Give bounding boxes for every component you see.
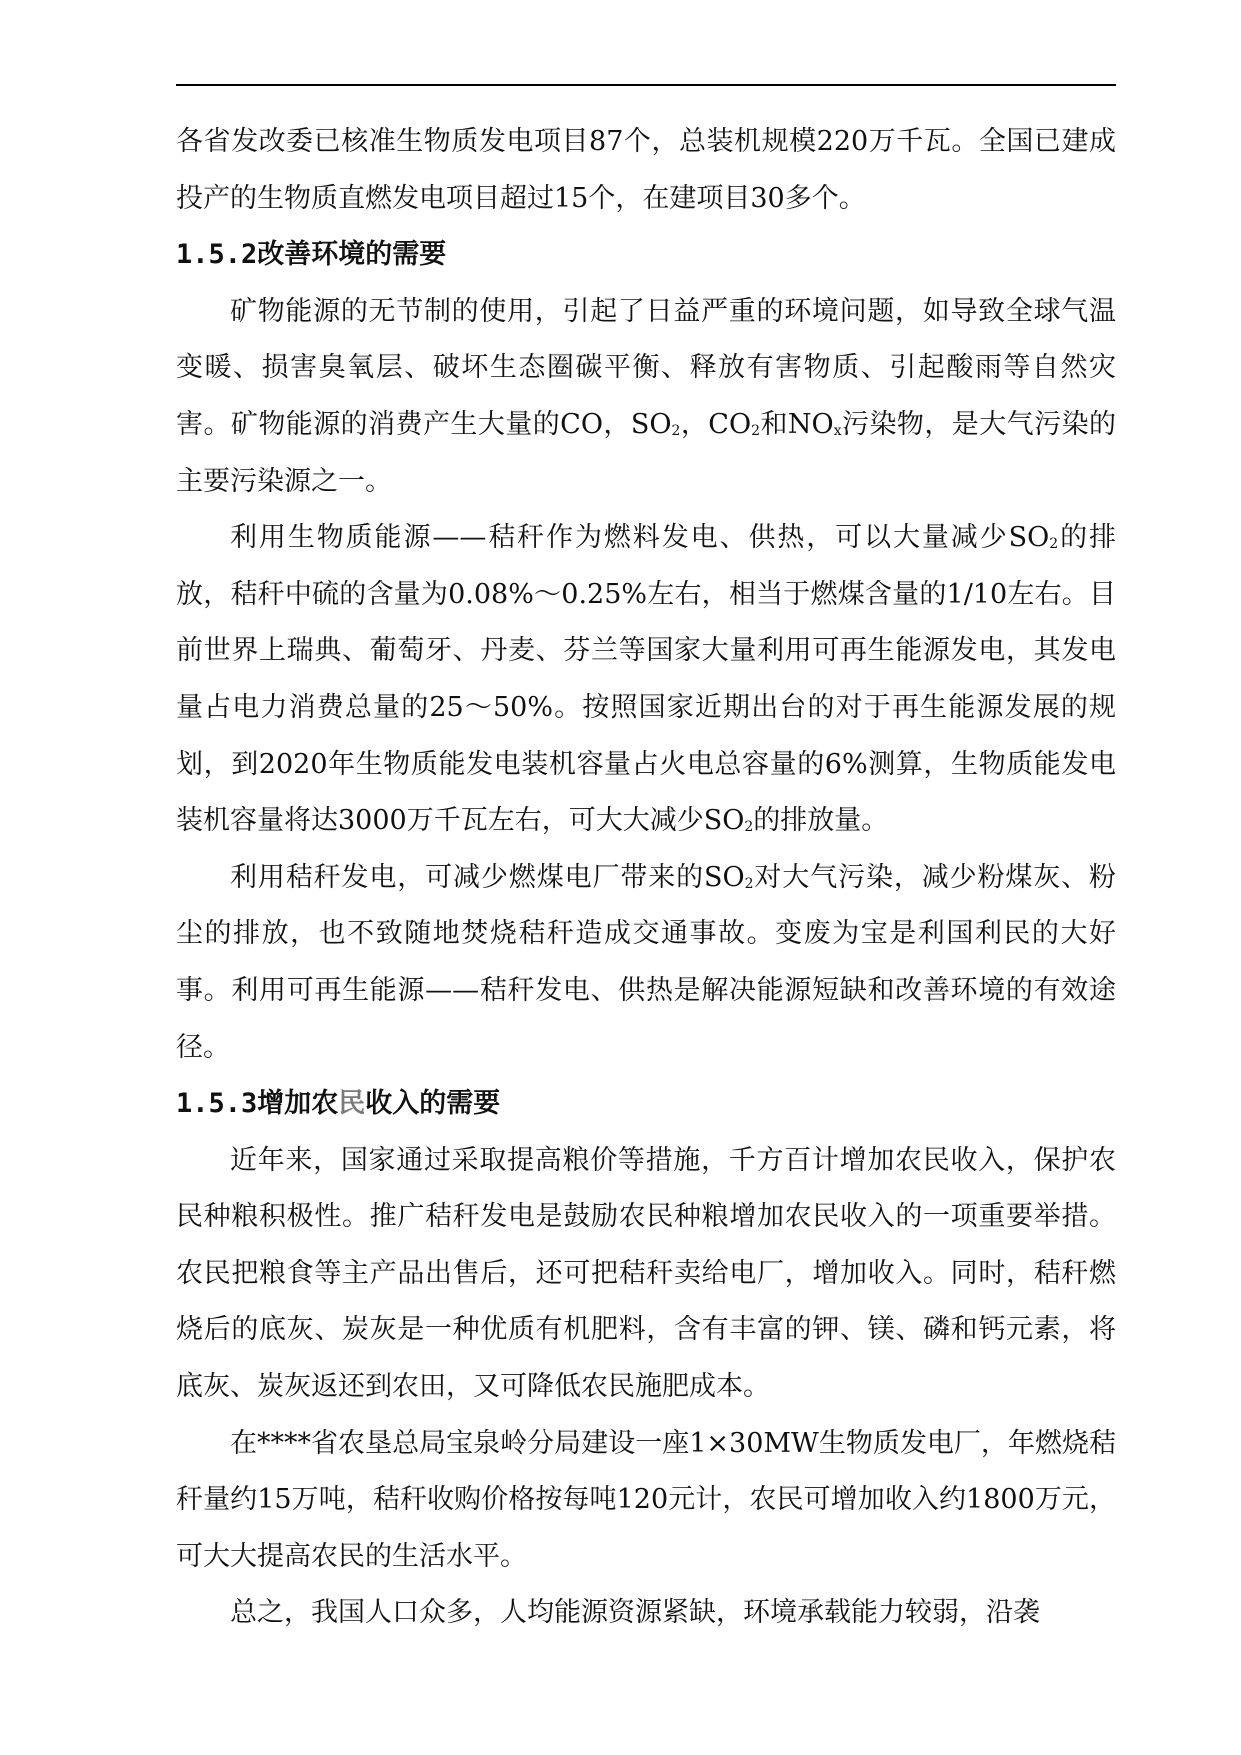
- subscript: 2: [744, 875, 754, 892]
- section-heading-1-5-3: [176, 1076, 1116, 1133]
- subscript: 2: [1049, 536, 1059, 553]
- document-body: [176, 114, 1116, 1642]
- text-run: 对大气污染，减少粉煤灰、粉尘的排放，也不致随地焚烧秸秆造成交通事故。变废为宝是利国利民的大好事。利用可再生能源——秸秆发电、供热是解决能源短缺和改善环境的有效途径。: [176, 861, 1117, 1063]
- text-run: 的排放，秸秆中硫的含量为0.08%～0.25%左右，相当于燃煤含量的1/10左右。目前世界上瑞典、葡萄牙、丹麦、芬兰等国家大量利用可再生能源发电，其发电量占电力消费总量的25～50%。按照国家近期出台的对于再生能源发展的规划，到2020年生物质能发电装机容量占火电总容量的6%测算，生物质能发电装机容量将达3000万千瓦左右，可大大减少SO: [176, 522, 1117, 837]
- text-run: 和NO: [760, 408, 834, 440]
- paragraph-farmer-income: 近年来，国家通过采取提高粮价等措施，千方百计增加农民收入，保护农民种粮积极性。推广秸秆发电是鼓励农民种粮增加农民收入的一项重要举措。农民把粮食等主产品出售后，还可把秸秆卖给电厂，增加收入。同时，秸秆燃烧后的底灰、炭灰是一种优质有机肥料，含有丰富的钾、镁、磷和钙元素，将底灰、炭灰返还到农田，又可降低农民施肥成本。: [176, 1144, 1116, 1403]
- section-title-part: 增加农: [257, 1088, 339, 1120]
- text-run: 利用秸秆发电，可减少燃煤电厂带来的SO: [230, 861, 745, 893]
- text-run: 矿物能源的无节制的使用，引起了日益严重的环境问题，如导致全球气温变暖、损害臭氧层、破坏生态圈碳平衡、释放有害物质、引起酸雨等自然灾害。矿物能源的消费产生大量的CO，SO: [176, 295, 1116, 440]
- section-title-part: 民: [338, 1088, 366, 1120]
- subscript: 2: [671, 422, 681, 439]
- section-number: 1.5.2: [176, 239, 258, 271]
- section-title: 改善环境的需要: [257, 239, 447, 271]
- subscript: x: [833, 422, 842, 439]
- section-number: 1.5.3: [176, 1088, 258, 1120]
- paragraph-power-plant: 在****省农垦总局宝泉岭分局建设一座1×30MW生物质发电厂，年燃烧秸秆量约15万吨，秸秆收购价格按每吨120元计，农民可增加收入约1800万元，可大大提高农民的生活水平。: [176, 1427, 1116, 1572]
- paragraph-mineral-energy: [176, 284, 1116, 510]
- section-heading-1-5-2: [176, 227, 1116, 284]
- subscript: 2: [744, 819, 754, 836]
- header-rule: [176, 84, 1116, 86]
- section-title-part: 收入的需要: [365, 1088, 501, 1120]
- text-run: 的排放量。: [753, 805, 889, 837]
- paragraph-project-stats: 各省发改委已核准生物质发电项目87个，总装机规模220万千瓦。全国已建成投产的生物质直燃发电项目超过15个，在建项目30多个。: [176, 126, 1116, 214]
- paragraph-biomass-so2: [176, 510, 1116, 850]
- text-run: ，CO: [680, 408, 752, 440]
- paragraph-summary: 总之，我国人口众多，人均能源资源紧缺，环境承载能力较弱，沿袭: [230, 1597, 1040, 1629]
- subscript: 2: [751, 422, 761, 439]
- text-run: 污染物，是大气污染的主要污染源之一。: [176, 408, 1117, 497]
- text-run: 利用生物质能源——秸秆作为燃料发电、供热，可以大量减少SO: [230, 522, 1050, 554]
- paragraph-straw-power: [176, 850, 1116, 1076]
